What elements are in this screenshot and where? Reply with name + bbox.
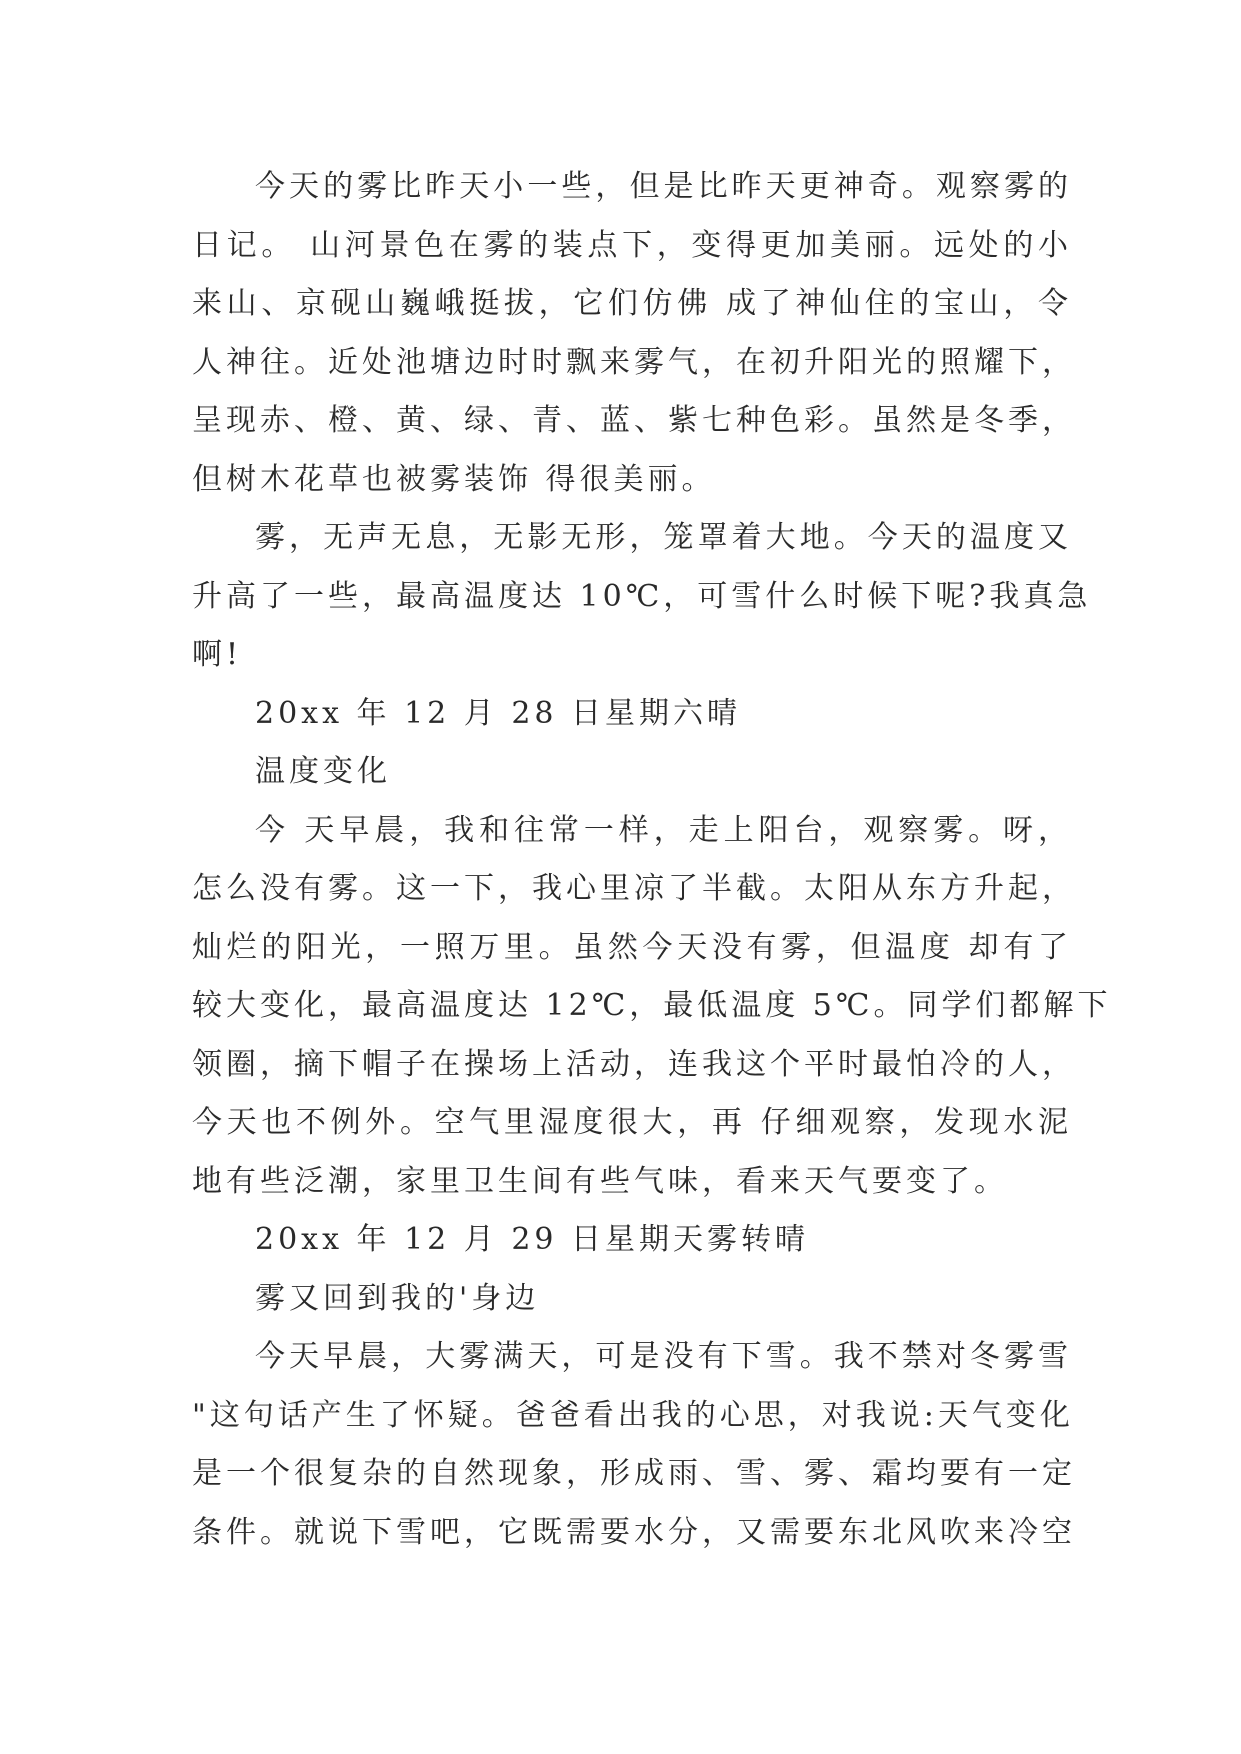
text-line: 但树木花草也被雾装饰 得很美丽。 <box>192 461 716 497</box>
text-line: 怎么没有雾。这一下，我心里凉了半截。太阳从东方升起， <box>192 871 1076 906</box>
section-title: 雾又回到我的'身边 <box>255 1280 540 1316</box>
date-heading: 20xx 年 12 月 28 日星期六晴 <box>255 695 742 731</box>
text-line: 今天的雾比昨天小一些，但是比昨天更神奇。观察雾的 <box>255 169 1072 204</box>
text-line: "这句话产生了怀疑。爸爸看出我的心思，对我说:天气变化 <box>192 1397 1074 1433</box>
text-line: 日记。 山河景色在雾的装点下，变得更加美丽。远处的小 <box>192 227 1072 263</box>
text-line: 人神往。近处池塘边时时飘来雾气，在初升阳光的照耀下， <box>192 344 1076 380</box>
text-line: 灿烂的阳光，一照万里。虽然今天没有雾，但温度 却有了 <box>192 929 1072 965</box>
text-line: 较大变化，最高温度达 12℃，最低温度 5℃。同学们都解下 <box>192 988 1112 1023</box>
text-line: 领圈，摘下帽子在操场上活动，连我这个平时最怕冷的人， <box>192 1046 1076 1082</box>
text-line: 今天也不例外。空气里湿度很大，再 仔细观察，发现水泥 <box>192 1105 1072 1140</box>
text-line: 地有些泛潮，家里卫生间有些气味，看来天气要变了。 <box>192 1163 1008 1199</box>
text-line: 是一个很复杂的自然现象，形成雨、雪、雾、霜均要有一定 <box>192 1456 1076 1491</box>
text-line: 啊! <box>192 637 243 672</box>
text-line: 雾，无声无息，无影无形，笼罩着大地。今天的温度又 <box>255 520 1072 555</box>
text-line: 今 天早晨，我和往常一样，走上阳台，观察雾。呀， <box>255 812 1072 848</box>
text-line: 呈现赤、橙、黄、绿、青、蓝、紫七种色彩。虽然是冬季， <box>192 403 1076 438</box>
section-title: 温度变化 <box>255 754 391 789</box>
text-line: 今天早晨，大雾满天，可是没有下雪。我不禁对冬雾雪 <box>255 1339 1072 1374</box>
date-heading: 20xx 年 12 月 29 日星期天雾转晴 <box>255 1222 810 1257</box>
document-body <box>192 158 1112 1562</box>
text-line: 条件。就说下雪吧，它既需要水分，又需要东北风吹来冷空 <box>192 1514 1076 1550</box>
text-line: 来山、京砚山巍峨挺拔，它们仿佛 成了神仙住的宝山，令 <box>192 286 1072 321</box>
text-line: 升高了一些，最高温度达 10℃，可雪什么时候下呢?我真急 <box>192 578 1092 614</box>
